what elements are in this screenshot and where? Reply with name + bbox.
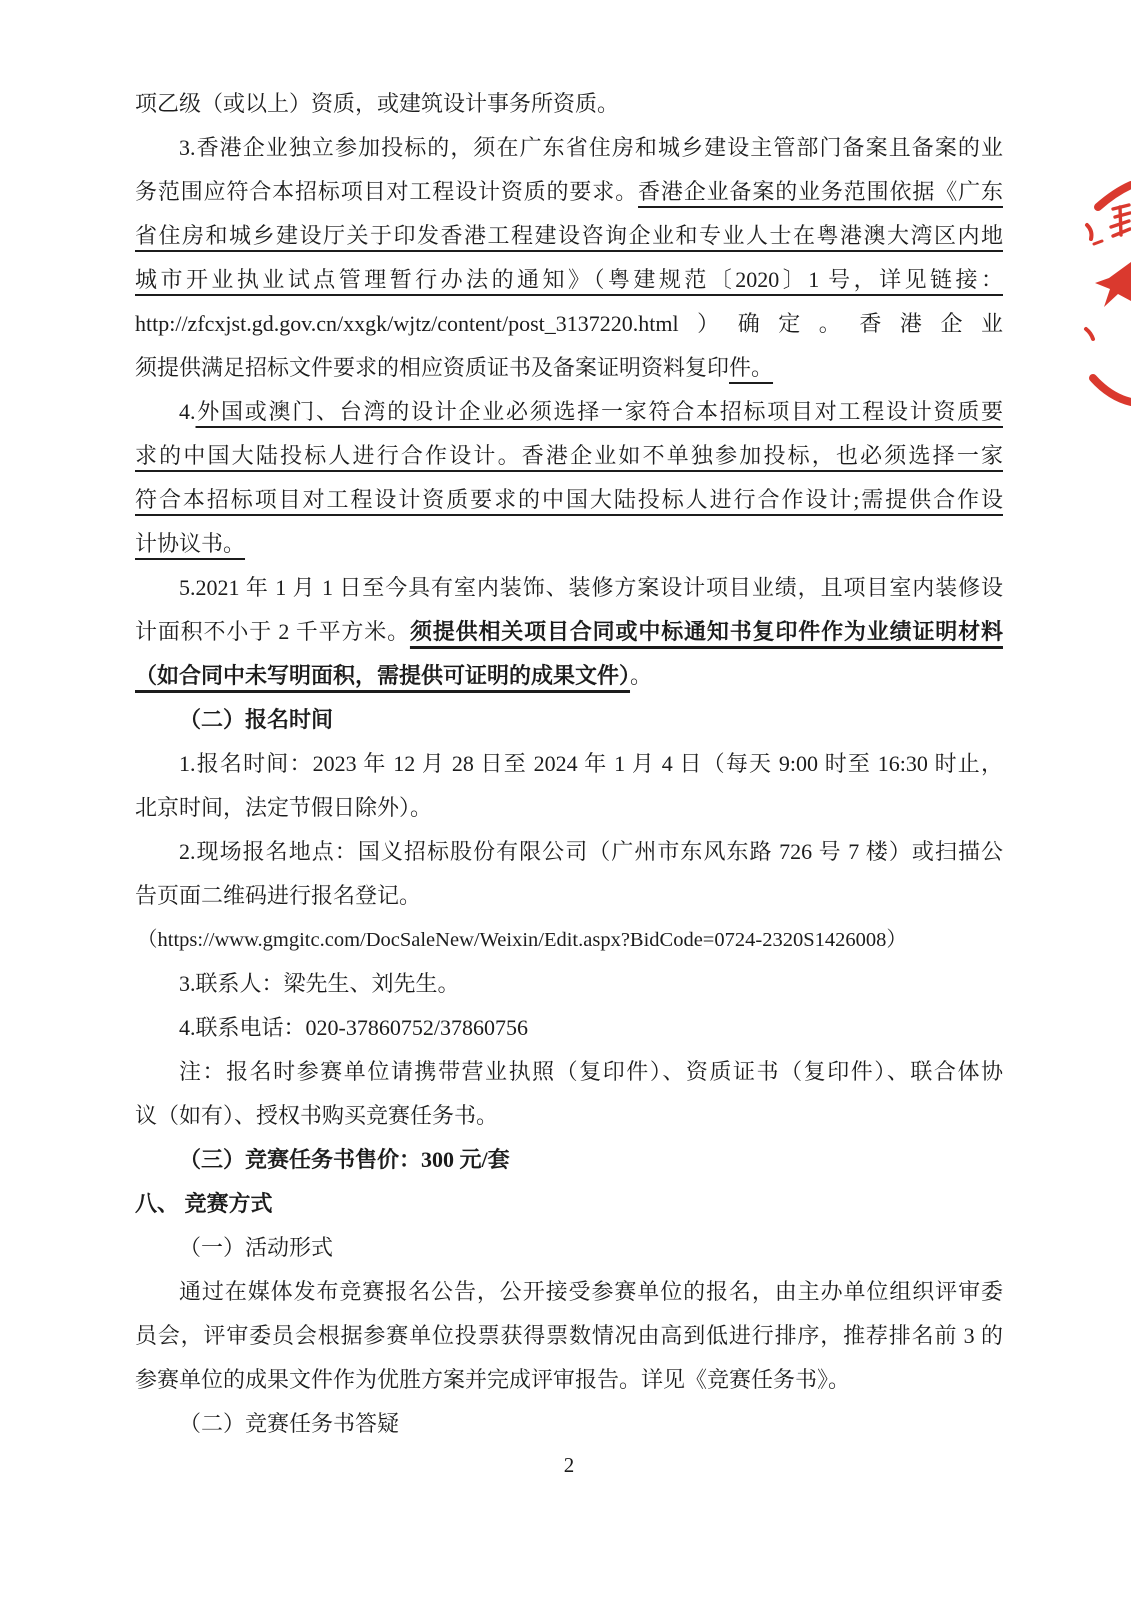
- text-run: （二）竞赛任务书答疑: [179, 1411, 400, 1436]
- doc-line: [135, 214, 1003, 258]
- underlined-text-run: 件。: [729, 355, 774, 380]
- text-run: 北京时间，法定节假日除外）。: [135, 795, 433, 820]
- text-run: 3.联系人：梁先生、刘先生。: [179, 971, 460, 996]
- text-run: 2.现场报名地点：国义招标股份有限公司（广州市东风东路 726 号 7 楼）或扫描公: [179, 839, 1003, 864]
- doc-line: [135, 82, 1003, 126]
- underlined-text-run: （如合同中未写明面积，需提供可证明的成果文件）: [135, 663, 631, 688]
- text-run: 1.报名时间：2023 年 12 月 28 日至 2024 年 1 月 4 日（每天 9:00 时至 16:30 时止，: [179, 751, 1003, 776]
- text-run: 。: [630, 663, 653, 688]
- doc-line: [135, 1314, 1003, 1358]
- text-run: 计面积不小于 2 千平方米。: [135, 619, 410, 644]
- text-run: 务范围应符合本招标项目对工程设计资质的要求。: [135, 179, 639, 204]
- text-run: 参赛单位的成果文件作为优胜方案并完成评审报告。详见《竞赛任务书》。: [135, 1367, 851, 1392]
- page-number: 2: [563, 1453, 575, 1477]
- text-run: 4.联系电话：020-37860752/37860756: [179, 1015, 528, 1040]
- underlined-text-run: 城市开业执业试点管理暂行办法的通知》（粤建规范〔2020〕1 号，详见链接：: [135, 267, 1003, 292]
- doc-line: [135, 346, 1003, 390]
- document-body: [135, 82, 1003, 1446]
- doc-line: [135, 786, 1003, 830]
- doc-line: [135, 478, 1003, 522]
- text-run: 议（如有）、授权书购买竞赛任务书。: [135, 1103, 499, 1128]
- text-run: 八、 竞赛方式: [135, 1191, 273, 1216]
- text-run: 须提供满足招标文件要求的相应资质证书及备案证明资料复印: [135, 355, 730, 380]
- underlined-text-run: 求的中国大陆投标人进行合作设计。香港企业如不单独参加投标，也必须选择一家: [135, 443, 1003, 468]
- doc-line: [135, 1094, 1003, 1138]
- doc-line: [135, 1138, 1003, 1182]
- doc-line: [135, 566, 1003, 610]
- text-run: 员会，评审委员会根据参赛单位投票获得票数情况由高到低进行排序，推荐排名前 3 的: [135, 1323, 1003, 1348]
- doc-line: [137, 918, 1003, 962]
- text-run: 5.2021 年 1 月 1 日至今具有室内装饰、装修方案设计项目业绩，且项目室内装修设: [179, 575, 1003, 600]
- doc-line: [135, 390, 1003, 434]
- official-stamp: [1075, 165, 1131, 415]
- doc-line: [135, 874, 1003, 918]
- doc-line: [135, 962, 1003, 1006]
- doc-line: [135, 610, 1003, 654]
- text-run: （二）报名时间: [179, 707, 334, 732]
- doc-line: [135, 654, 1003, 698]
- text-run: 通过在媒体发布竞赛报名公告，公开接受参赛单位的报名，由主办单位组织评审委: [179, 1279, 1003, 1304]
- underlined-text-run: 须提供相关项目合同或中标通知书复印件作为业绩证明材料: [409, 619, 1003, 644]
- doc-line: [135, 1402, 1003, 1446]
- doc-line: [135, 698, 1003, 742]
- text-run: 4.: [179, 399, 196, 424]
- underlined-text-run: 符合本招标项目对工程设计资质要求的中国大陆投标人进行合作设计;需提供合作设: [135, 487, 1003, 512]
- text-run: 3.香港企业独立参加投标的，须在广东省住房和城乡建设主管部门备案且备案的业: [179, 135, 1003, 160]
- underlined-text-run: 外国或澳门、台湾的设计企业必须选择一家符合本招标项目对工程设计资质要: [195, 399, 1003, 424]
- doc-line: [135, 1182, 1003, 1226]
- doc-line: [135, 1358, 1003, 1402]
- doc-line: [135, 522, 1003, 566]
- text-run: http://zfcxjst.gd.gov.cn/xxgk/wjtz/content/post_3137220.html）确定。香港企业: [135, 311, 1003, 336]
- doc-line: [135, 1226, 1003, 1270]
- doc-line: [135, 1050, 1003, 1094]
- doc-line: [135, 302, 1003, 346]
- text-run: 告页面二维码进行报名登记。: [135, 883, 422, 908]
- text-run: （https://www.gmgitc.com/DocSaleNew/Weixin/Edit.aspx?BidCode=0724-2320S1426008）: [137, 929, 907, 951]
- red-seal-graphic: [1075, 165, 1131, 415]
- doc-line: [135, 434, 1003, 478]
- doc-line: [135, 170, 1003, 214]
- doc-line: [135, 126, 1003, 170]
- text-run: 注：报名时参赛单位请携带营业执照（复印件）、资质证书（复印件）、联合体协: [179, 1059, 1003, 1084]
- doc-line: [135, 1270, 1003, 1314]
- text-run: （一）活动形式: [179, 1235, 334, 1260]
- underlined-text-run: 省住房和城乡建设厅关于印发香港工程建设咨询企业和专业人士在粤港澳大湾区内地: [135, 223, 1003, 248]
- doc-line: [135, 258, 1003, 302]
- text-run: （三）竞赛任务书售价：300 元/套: [179, 1147, 510, 1172]
- doc-line: [135, 1006, 1003, 1050]
- underlined-text-run: 香港企业备案的业务范围依据《广东: [638, 179, 1003, 204]
- doc-line: [135, 830, 1003, 874]
- text-run: 项乙级（或以上）资质，或建筑设计事务所资质。: [135, 91, 620, 116]
- underlined-text-run: 计协议书。: [135, 531, 246, 556]
- doc-line: [135, 742, 1003, 786]
